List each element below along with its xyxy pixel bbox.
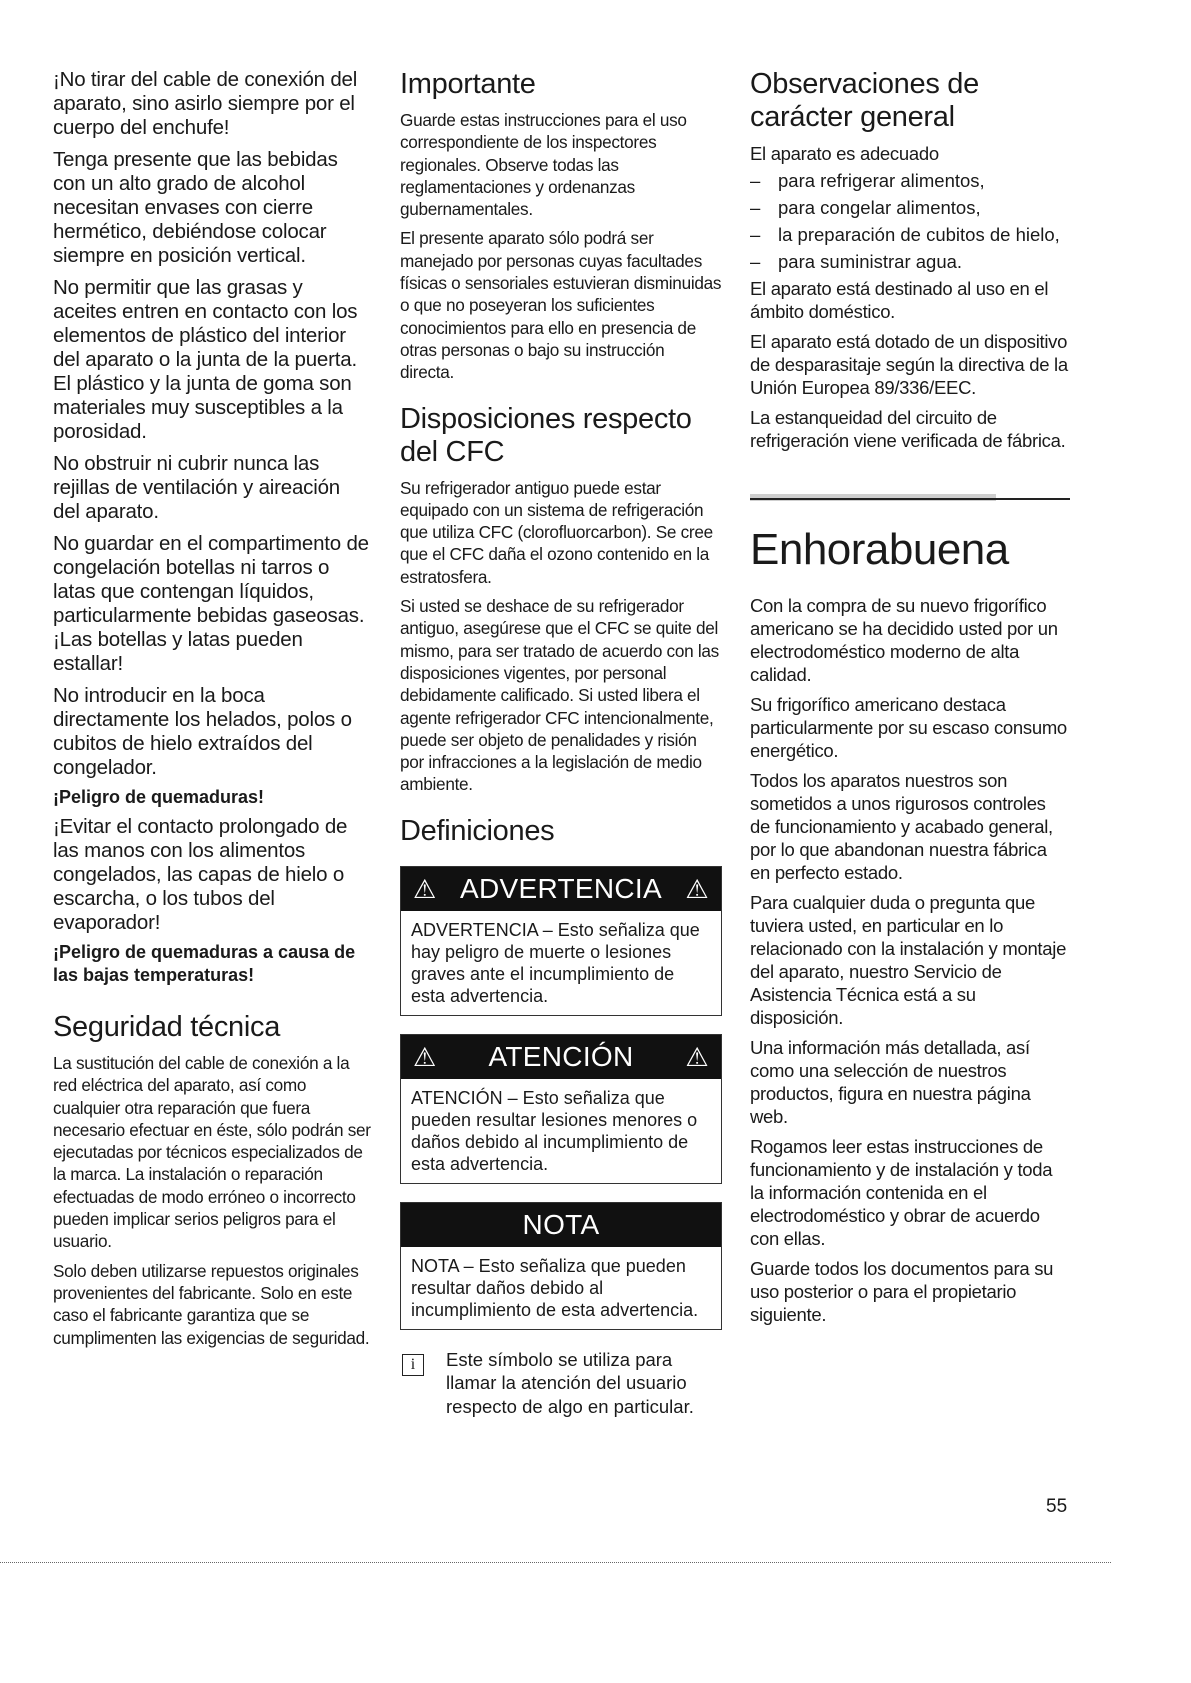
- advertencia-title: ADVERTENCIA: [460, 872, 662, 904]
- paragraph: El aparato es adecuado: [750, 143, 939, 164]
- paragraph: Rogamos leer estas instrucciones de funcionamiento y de instalación y toda la información contenida en el electrodoméstico y obrar de acuerdo con ellas.: [750, 1136, 1053, 1249]
- paragraph: No guardar en el compartimento de congelación botellas ni tarros o latas que contengan líquidos, particularmente bebidas gaseosas. ¡Las botellas y latas pueden estallar!: [53, 532, 369, 675]
- advertencia-header: [401, 867, 721, 911]
- paragraph: La sustitución del cable de conexión a la red eléctrica del aparato, así como cualquier otra reparación que fuera necesario efectuar en éste, sólo podrán ser ejecutadas por técnicos especializados de la marca. La instalación o reparación efectuadas de modo erróneo o incorrecto pueden implicar serios peligros para el usuario.: [53, 1053, 371, 1252]
- paragraph: ¡No tirar del cable de conexión del aparato, sino asirlo siempre por el cuerpo del enchufe!: [53, 68, 358, 139]
- paragraph: El presente aparato sólo podrá ser manejado por personas cuyas facultades físicas o sensoriales estuvieran disminuidas o que no poseyeran los suficientes conocimientos para ello en presencia de otras personas o bajo su instrucción directa.: [400, 228, 722, 383]
- paragraph: El aparato está destinado al uso en el ámbito doméstico.: [750, 278, 1049, 322]
- paragraph: Guarde todos los documentos para su uso posterior o para el propietario siguiente.: [750, 1258, 1054, 1325]
- atencion-header: [401, 1035, 721, 1079]
- paragraph: Todos los aparatos nuestros son sometidos a unos rigurosos controles de funcionamiento y acabado general, por lo que abandonan nuestra fábrica en perfecto estado.: [750, 770, 1053, 883]
- nota-header: [401, 1203, 721, 1247]
- paragraph: Guarde estas instrucciones para el uso correspondiente de los inspectores regionales. Observe todas las reglamentaciones y ordenanzas gubernamentales.: [400, 110, 687, 220]
- section-title-seguridad: Seguridad técnica: [53, 1011, 281, 1043]
- paragraph: No obstruir ni cubrir nunca las rejillas de ventilación y aireación del aparato.: [53, 452, 340, 523]
- column-middle: [400, 68, 722, 1418]
- paragraph: Tenga presente que las bebidas con un alto grado de alcohol necesitan envases con cierre hermético, debiéndose colocar siempre en posición vertical.: [53, 148, 338, 267]
- page-number: 55: [1046, 1496, 1068, 1517]
- info-icon: i: [402, 1354, 424, 1376]
- atencion-box: [400, 1034, 722, 1184]
- cold-burn-warning: ¡Peligro de quemaduras a causa de las bajas temperaturas!: [53, 942, 356, 985]
- nota-text: NOTA – Esto señaliza que pueden resultar daños debido al incumplimiento de esta advertencia.: [411, 1255, 699, 1320]
- warning-triangle-icon: ⚠: [413, 873, 437, 904]
- list-item: – la preparación de cubitos de hielo,: [750, 223, 1070, 246]
- list-item: – para congelar alimentos,: [750, 196, 1070, 219]
- section-title-observaciones: Observaciones de carácter general: [750, 68, 979, 133]
- warning-triangle-icon: ⚠: [685, 1041, 709, 1072]
- paragraph: No permitir que las grasas y aceites entren en contacto con los elementos de plástico del interior del aparato o la junta de la puerta. El plástico y la junta de goma son materiales muy susceptibles a la porosidad.: [53, 276, 358, 443]
- paragraph: Con la compra de su nuevo frigorífico americano se ha decidido usted por un electrodoméstico moderno de alta calidad.: [750, 595, 1058, 685]
- advertencia-text: ADVERTENCIA – Esto señaliza que hay peligro de muerte o lesiones graves ante el incumplimiento de esta advertencia.: [411, 919, 700, 1006]
- paragraph: Para cualquier duda o pregunta que tuviera usted, en particular en lo relacionado con la instalación y montaje del aparato, nuestro Servicio de Asistencia Técnica está a su disposición.: [750, 892, 1067, 1028]
- warning-triangle-icon: ⚠: [413, 1041, 437, 1072]
- atencion-text: ATENCIÓN – Esto señaliza que pueden resultar lesiones menores o daños debido al incumplimiento de esta advertencia.: [411, 1087, 698, 1174]
- warning-triangle-icon: ⚠: [685, 873, 709, 904]
- paragraph: El aparato está dotado de un dispositivo de desparasitaje según la directiva de la Unión Europea 89/336/EEC.: [750, 331, 1068, 398]
- list-item: – para refrigerar alimentos,: [750, 169, 1070, 192]
- paragraph: ¡Evitar el contacto prolongado de las manos con los alimentos congelados, las capas de hielo o escarcha, o los tubos del evaporador!: [53, 815, 348, 934]
- paragraph: Si usted se deshace de su refrigerador antiguo, asegúrese que el CFC se quite del mismo, para ser tratado de acuerdo con las disposiciones vigentes, por personal debidamente calificado. Si usted libera el agente refrigerador CFC intencionalmente, puede ser objeto de penalidades y risión por infracciones a la legislación de medio ambiente.: [400, 596, 719, 795]
- paragraph: Su frigorífico americano destaca particularmente por su escaso consumo energético.: [750, 694, 1067, 761]
- divider-line: [750, 498, 1070, 500]
- section-title-cfc: Disposiciones respecto del CFC: [400, 402, 692, 468]
- advertencia-box: [400, 866, 722, 1016]
- paragraph: La estanqueidad del circuito de refrigeración viene verificada de fábrica.: [750, 407, 1066, 451]
- atencion-title: ATENCIÓN: [488, 1040, 634, 1072]
- section-title-definiciones: Definiciones: [400, 814, 555, 847]
- info-note: [400, 1348, 722, 1419]
- column-right: [750, 68, 1070, 1333]
- usage-list: [750, 169, 1070, 273]
- section-title-importante: Importante: [400, 68, 536, 100]
- info-text: Este símbolo se utiliza para llamar la atención del usuario respecto de algo en particular.: [446, 1348, 694, 1417]
- column-left: [53, 68, 371, 1356]
- paragraph: Su refrigerador antiguo puede estar equipado con un sistema de refrigeración que utiliza CFC (clorofluorcarbon). Se cree que el CFC daña el ozono contenido en la estratosfera.: [400, 477, 713, 587]
- burn-warning: ¡Peligro de quemaduras!: [53, 787, 265, 807]
- paragraph: Solo deben utilizarse repuestos originales provenientes del fabricante. Solo en este caso el fabricante garantiza que se cumplimenten las exigencias de seguridad.: [53, 1260, 370, 1348]
- paragraph: No introducir en la boca directamente los helados, polos o cubitos de hielo extraídos del congelador.: [53, 684, 352, 779]
- section-title-enhorabuena: Enhorabuena: [750, 525, 1009, 574]
- paragraph: Una información más detallada, así como una selección de nuestros productos, figura en nuestra página web.: [750, 1037, 1031, 1127]
- bottom-border: [0, 1562, 1111, 1563]
- divider: [750, 494, 1070, 496]
- list-item: – para suministrar agua.: [750, 250, 1070, 273]
- nota-box: [400, 1202, 722, 1330]
- nota-title: NOTA: [522, 1208, 600, 1240]
